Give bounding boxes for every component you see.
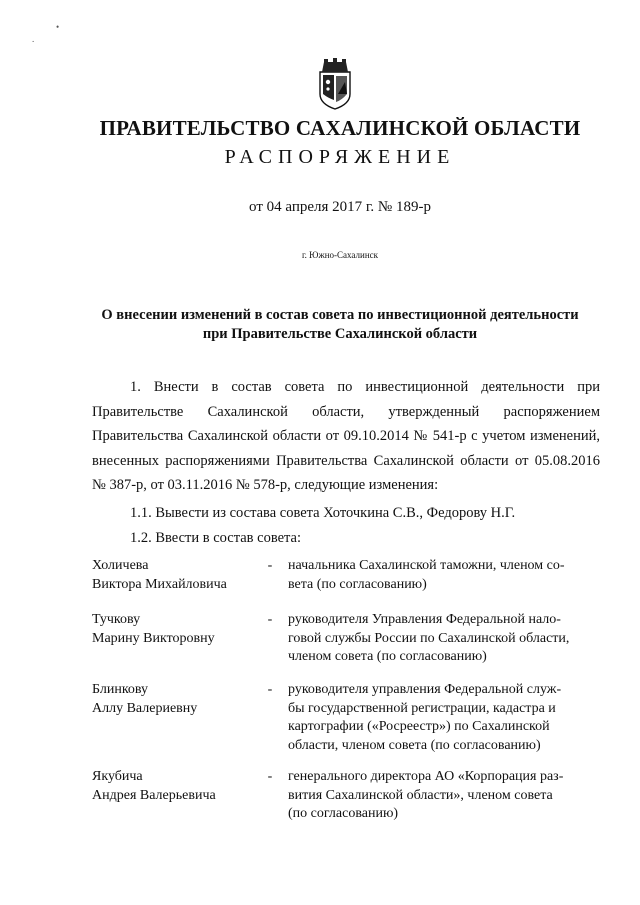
position-line: членом совета (по согласованию) [288,649,487,664]
member-name [92,557,262,594]
position-line: области, членом совета (по согласованию) [288,737,541,753]
member-surname: Якубича [92,769,143,784]
paragraph-1-2: 1.2. Ввести в состав совета: [130,530,301,546]
organization-title: ПРАВИТЕЛЬСТВО САХАЛИНСКОЙ ОБЛАСТИ [99,116,581,140]
member-name [92,681,262,718]
scan-mark: . [32,34,35,44]
member-given-name: Виктора Михайловича [92,576,227,592]
position-line: руководителя Управления Федеральной нало- [288,612,561,627]
paragraph-1: 1. Внести в состав совета по инвестиционной деятельности при Правительстве Сахалинской области, утвержденный распоряжением Правительства Сахалинской области от 09.10.2014 № 541-р с учетом изменений, внесенных распоряжениями Правительства Сахалинской области от 05.08.2016 № 387-р, от 03.11.2016 № 578-р, следующие изменения: [92,379,600,493]
member-surname: Холичева [92,558,149,573]
document-date-number: от 04 апреля 2017 г. № 189-р [249,199,431,215]
position-line: начальника Сахалинской таможни, членом со- [288,558,565,573]
document-city: г. Южно-Сахалинск [301,250,378,260]
position-line: вета (по согласованию) [288,576,427,592]
position-line: картографии («Росреестр») по Сахалинской [288,719,550,734]
position-line: говой службы России по Сахалинской области, [288,630,570,646]
coat-of-arms-icon [318,58,352,110]
subject-line: О внесении изменений в состав совета по инвестиционной деятельности [101,307,579,323]
member-dash: - [267,612,273,627]
member-dash: - [267,558,273,573]
member-given-name: Андрея Валерьевича [92,787,216,803]
document-subject [90,306,590,344]
scan-mark: • [56,22,60,32]
member-position [288,611,598,667]
position-line: вития Сахалинской области», членом совета [288,787,553,803]
member-surname: Блинкову [92,682,149,697]
member-dash: - [267,769,273,784]
member-position [288,681,598,755]
position-line: руководителя управления Федеральной служ- [288,682,562,697]
paragraph-1-1: 1.1. Вывести из состава совета Хоточкина С.В., Федорову Н.Г. [130,505,516,521]
member-given-name: Аллу Валериевну [92,700,198,716]
member-name [92,611,262,648]
member-name [92,768,262,805]
member-position [288,557,598,594]
position-line: бы государственной регистрации, кадастра и [288,700,556,716]
member-dash: - [267,682,273,697]
subject-line: при Правительстве Сахалинской области [202,326,478,342]
member-position [288,768,598,824]
position-line: генерального директора АО «Корпорация раз- [288,769,564,784]
position-line: (по согласованию) [288,806,399,821]
member-surname: Тучкову [92,612,141,627]
document-type: РАСПОРЯЖЕНИЕ [224,146,456,168]
member-given-name: Марину Викторовну [92,630,215,646]
